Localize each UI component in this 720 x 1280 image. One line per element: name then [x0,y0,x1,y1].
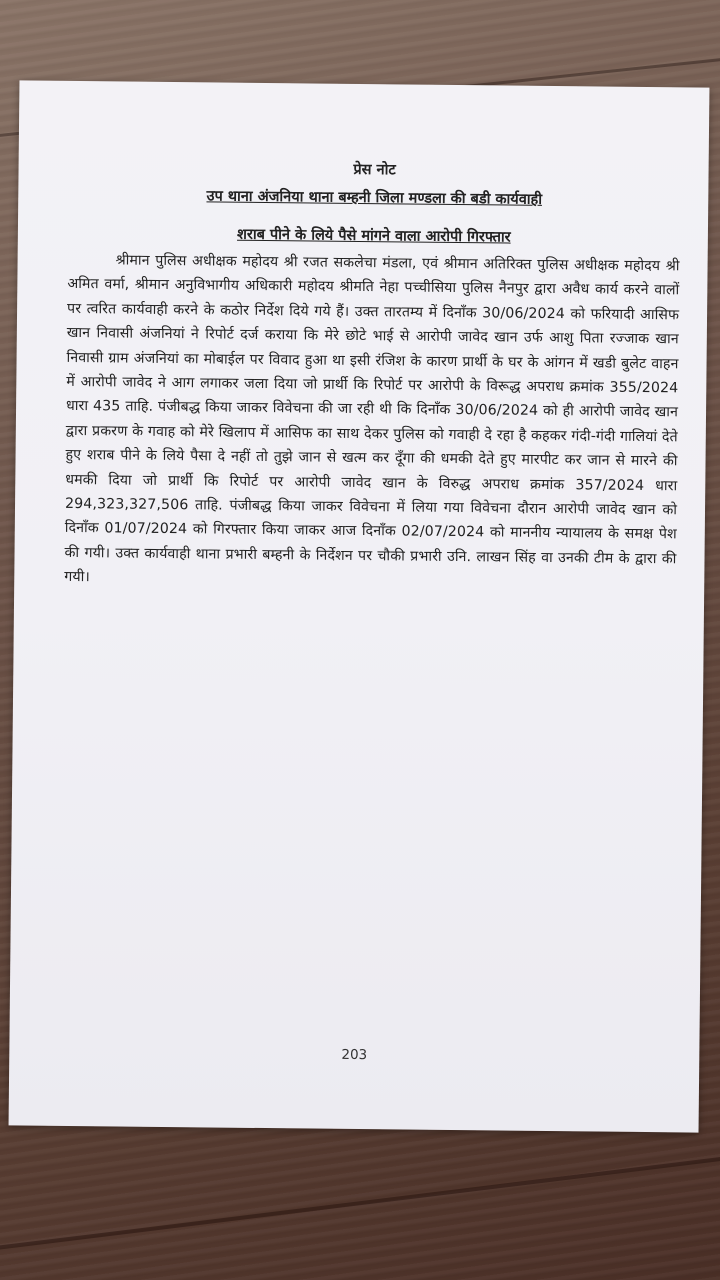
document-headline: शराब पीने के लिये पैसे मांगने वाला आरोपी गिरफ्तार [237,226,511,246]
table-board-seam [0,1152,720,1251]
document-body: श्रीमान पुलिस अधीक्षक महोदय श्री रजत सकलेचा मंडला, एवं श्रीमान अतिरिक्त पुलिस अधीक्षक महोदय श्री अमित वर्मा, श्रीमान अनुविभागीय अधिकारी महोदय श्रीमति नेहा पच्चीसिया पुलिस नैनपुर द्वारा अवैध कार्य करने वालों पर त्वरित कार्यवाही करने के कठोर निर्देश दिये गये हैं। उक्त तारतम्य में दिनाँक 30/06/2024 को फरियादी आसिफ खान निवासी अंजनियां ने रिपोर्ट दर्ज कराया कि मेरे छोटे भाई से आरोपी जावेद खान उर्फ आशु पिता रज्जाक खान निवासी ग्राम अंजनियां का मोबाईल पर विवाद हुआ था इसी रंजिश के कारण प्रार्थी के घर के आंगन में खडी बुलेट वाहन में आरोपी जावेद ने आग लगाकर जला दिया जो प्रार्थी कि रिपोर्ट पर आरोपी के विरूद्ध अपराध क्रमांक 355/2024 धारा 435 ताहि. पंजीबद्ध किया जाकर विवेचना की जा रही थी कि दिनाँक 30/06/2024 को ही आरोपी जावेद खान द्वारा प्रकरण के गवाह को मेरे खिलाप में आसिफ का साथ देकर पुलिस को गवाही दे रहा है कहकर गंदी-गंदी गालियां देते हुए शराब पीने के लिये पैसा दे नहीं तो तुझे जान से खत्म कर दूँगा की धमकी देते हुए मारपीट कर जान से मारने की धमकी दिया जो प्रार्थी कि रिपोर्ट पर आरोपी जावेद खान के विरुद्ध अपराध क्रमांक 357/2024 धारा 294,323,327,506 ताहि. पंजीबद्ध किया जाकर विवेचना में लिया गया विवेचना दौरान आरोपी जावेद खान को दिनाँक 01/07/2024 को गिरफ्तार किया जाकर आज दिनाँक 02/07/2024 को माननीय न्यायालय के समक्ष पेश की गयी। उक्त कार्यवाही थाना प्रभारी बम्हनी के निर्देशन पर चौकी प्रभारी उनि. लाखन सिंह वा उनकी टीम के द्वारा की गयी। [64,252,680,586]
document-subtitle: उप थाना अंजनिया थाना बम्हनी जिला मण्डला की बडी कार्यवाही [206,188,543,208]
document-title: प्रेस नोट [353,161,396,179]
press-note-sheet [9,80,710,1132]
page-number: 203 [341,1046,368,1064]
press-note-content [64,156,681,596]
